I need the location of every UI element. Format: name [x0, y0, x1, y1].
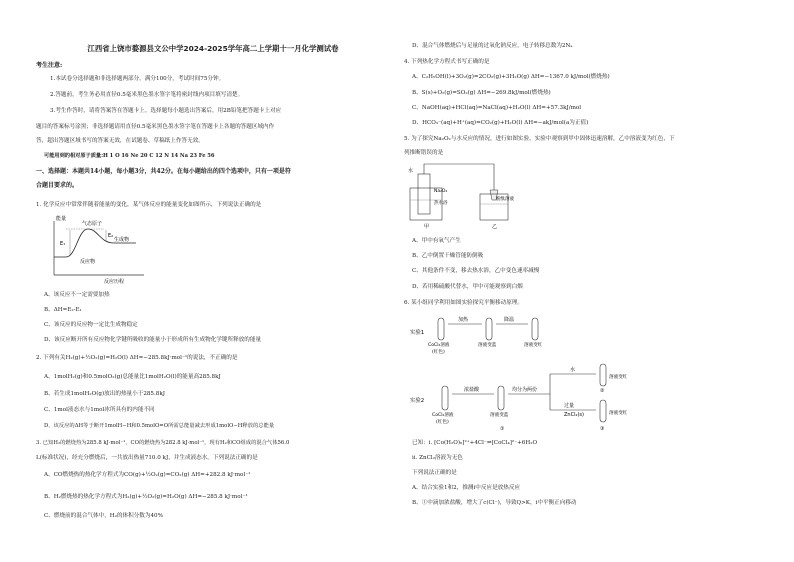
exp1-tube1-label: CoCl₂溶液: [428, 343, 450, 348]
notice-item: 3.考生作答时，请将答案答在答题卡上。选择题每小题选出答案后，用2B铅笔把答题卡上对应: [50, 108, 282, 114]
q4-option-d: D、HCO₃⁻(aq)+H⁺(aq)=CO₂(g)+H₂O(l) ΔH=−akJ/mol(a为正值): [412, 120, 589, 126]
product-label: 生成物: [114, 237, 130, 243]
phenolphthalein-label: 酚酞溶液: [496, 197, 514, 202]
notice-item: 题目的答案标号涂黑；非选择题请用直径0.5毫米黑色墨水签字笔在答题卡上各题的答题区域内作: [36, 124, 275, 130]
q6-question: 下列说法正确的是: [412, 470, 457, 476]
q4-option-b: B、S(s)+O₂(g)=SO₂(g) ΔH=−269.8kJ/mol(燃烧热): [412, 90, 551, 96]
exp2-tube3-label: 溶液变红: [609, 375, 628, 380]
q5-option-d: D、若用稀硫酸代替水，甲中可能观察到白烟: [412, 284, 523, 290]
exp2-tube4-label: 溶液变红: [609, 411, 628, 416]
notice-heading: 考生注意:: [36, 62, 63, 69]
q3-option-c: C、燃烧前的混合气体中，H₂的体积分数为40%: [44, 513, 163, 519]
q3-stem: 3. 已知H₂的燃烧热为285.8 kJ·mol⁻¹，CO的燃烧热为282.8 kJ·mol⁻¹，现有H₂和CO组成的混合气体56.0: [36, 440, 290, 446]
activated-label: 气态原子: [82, 221, 103, 227]
exp1-step-heat: 加热: [458, 317, 469, 323]
na2o2-label: Na₂O₂: [434, 189, 448, 194]
atomic-masses: 可能用到的相对原子质量:H 1 O 16 Ne 20 C 12 N 14 Na 23 Fe 56: [44, 153, 215, 159]
q4-option-a: A、C₂H₅OH(l)+3O₂(g)=2CO₂(g)+3H₂O(g) ΔH=−1367.0 kJ/mol(燃烧热): [412, 74, 610, 80]
exp2-label: 实验2: [410, 398, 425, 404]
y-axis-label: 能量: [56, 216, 67, 222]
jia-label: 甲: [424, 224, 430, 230]
yi-label: 乙: [492, 224, 498, 230]
exp2-tube1-label: CoCl₂溶液: [432, 413, 454, 418]
exp2-split: 均分为两份: [512, 387, 538, 393]
q2-option-c: C、1mol液态水与1mol冰所具有的内能不同: [44, 407, 155, 413]
q2-option-d: D、该反应的ΔH等于断开1molH−H和0.5molO=O所需总能量减去形成1molO−H释放的总能量: [44, 423, 275, 429]
q6-known-1: 已知：i. [Co(H₂O)₆]²⁺+4Cl⁻⇌[CoCl₄]²⁻+6H₂O: [412, 440, 538, 446]
q3-option-a: A、CO燃烧热的热化学方程式为CO(g)+½O₂(g)=CO₂(g) ΔH=+282.8 kJ·mol⁻¹: [44, 472, 251, 478]
e2-label: E₂: [108, 233, 114, 239]
reactant-label: 反应物: [80, 259, 96, 265]
exp2-zncl2: ZnCl₂(s): [564, 412, 584, 418]
q3-option-d: D、混合气体燃烧后与足量的过氧化钠反应，电子转移总数为2Nₐ: [412, 43, 573, 49]
q6-option-a: A、结合实验1和2，推测i中反应是放热反应: [412, 485, 521, 491]
exp1-tube3-label: 溶液变红: [524, 343, 543, 348]
section1-heading: 一、选择题：本题共14小题，每小题3分，共42分。在每小题给出的四个选项中，只有一项是符: [36, 168, 291, 175]
water-label: 水: [408, 168, 414, 174]
exp2-tube1-color: (红色): [436, 420, 449, 425]
q2-option-a: A、1molH₂(g)和0.5molO₂(g)总能量比1molH₂O(l)的能量高285.8kJ: [44, 374, 221, 380]
q6-known-2: ii. ZnCl₂溶液为无色: [412, 455, 463, 461]
exp1-tube1-color: (红色): [432, 350, 445, 355]
q3-option-b: B、H₂燃烧热的热化学方程式为H₂(g)+½O₂(g)=H₂O(g) ΔH=−285.8 kJ·mol⁻¹: [44, 494, 248, 500]
q4-option-c: C、NaOH(aq)+HCl(aq)=NaCl(aq)+H₂O(l) ΔH=+57.3kJ/mol: [412, 105, 582, 111]
exp2-tube2-label: 溶液变蓝: [490, 413, 509, 418]
notice-item: 答，超出答题区域书写的答案无效，在试题卷、草稿纸上作答无效。: [36, 138, 204, 144]
exp2-num3: ③: [600, 426, 605, 432]
notice-item: 1.本试卷分选择题和非选择题两部分。满分100分，考试时间75分钟。: [50, 76, 225, 82]
exp1-label: 实验1: [410, 330, 425, 336]
q5-stem: 5. 为了探究Na₂O₂与水反应的情况，进行如图实验，实验中观察到甲中固体迅速溶解，乙中溶液变为红色，下: [404, 136, 675, 142]
q5-option-b: B、乙中倒置干燥管能防倒吸: [412, 253, 484, 259]
exp2-zncl2-qty: 过量: [564, 403, 575, 409]
q5-stem-cont: 列推断错误的是: [404, 150, 444, 156]
exp2-num2: ②: [600, 388, 605, 394]
q5-option-c: C、其他条件不变，移去热水浴，乙中变色速率减慢: [412, 268, 540, 274]
exp1-tube2-label: 溶液变蓝: [478, 343, 497, 348]
q1-option-b: B、ΔH=E₂-E₁: [44, 307, 82, 313]
q3-stem-cont: L(标准状况)，经充分燃烧后，一共放出热量710.0 kJ，并生成液态水。下列说法正确的是: [36, 455, 258, 461]
exp2-num1: ①: [500, 426, 505, 432]
exp2-water: 水: [570, 367, 576, 373]
experiment-2-diagram: [410, 362, 630, 434]
q4-stem: 4. 下列热化学方程式书写正确的是: [404, 59, 490, 65]
experiment-1-diagram: [410, 310, 580, 355]
exp2-reagent: 浓盐酸: [464, 387, 480, 393]
energy-diagram: [44, 213, 154, 285]
q2-option-b: B、若生成1molH₂O(g)放出的热量小于285.8kJ: [44, 391, 165, 397]
q1-stem: 1. 化学反应中常常伴随着能量的变化，某气体反应的能量变化如图所示，下列说法正确的是: [36, 202, 262, 208]
q6-option-b: B、①中滴加浓盐酸，增大了c(Cl⁻)，导致Q>K，i中平衡正向移动: [412, 500, 577, 506]
q2-stem: 2. 下列有关H₂(g)+½O₂(g)=H₂O(l) ΔH=−285.8kJ·mol⁻¹的说法，不正确的是: [36, 355, 238, 361]
section1-heading-cont: 合题目要求的。: [36, 182, 79, 189]
e1-label: E₁: [60, 241, 66, 247]
q1-option-d: D、该反应断开所有反应物化学键所吸收的能量小于形成所有生成物化学键所释放的能量: [44, 337, 262, 343]
q5-option-a: A、甲中有氧气产生: [412, 238, 461, 244]
page-title: 江西省上饶市婺源县文公中学2024-2025学年高二上学期十一月化学测试卷: [87, 44, 339, 53]
q1-option-c: C、该反应的反应物一定比生成物稳定: [44, 322, 138, 328]
hot-bath-label: 热水浴: [434, 201, 448, 206]
exp1-step-cool: 降温: [504, 317, 515, 323]
notice-item: 2.答题前，考生务必用直径0.5毫米黑色墨水签字笔将密封线内项目填写清楚。: [50, 92, 244, 98]
na2o2-apparatus: [404, 160, 524, 232]
q1-option-a: A、该反应不一定需要加热: [44, 292, 110, 298]
q6-stem: 6. 某小组同学利用如图实验探究平衡移动原理。: [404, 300, 523, 306]
x-axis-label: 反应历程: [104, 279, 125, 285]
